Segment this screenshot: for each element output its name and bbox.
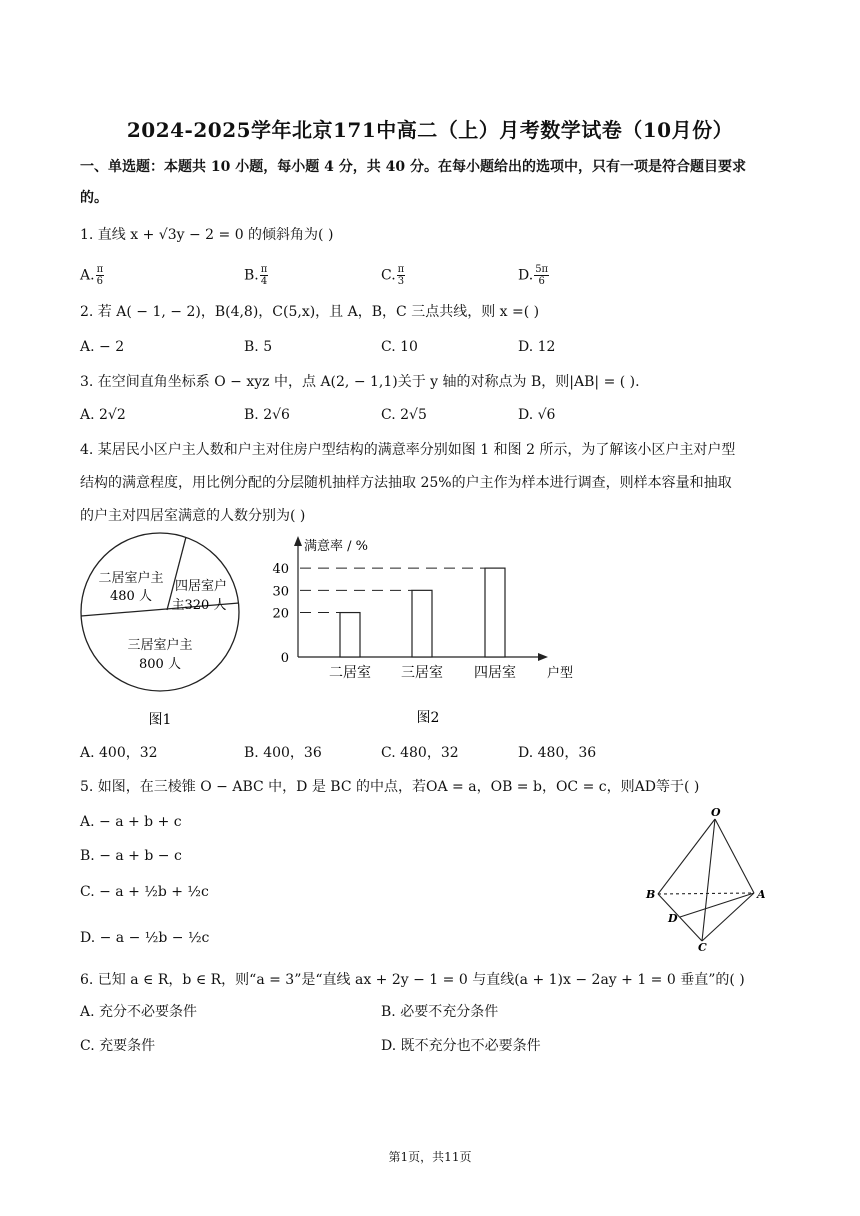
q6-stem: 6. 已知 a ∈ R，b ∈ R，则“a = 3”是“直线 ax + 2y − 1 = 0 与直线(a + 1)x − 2ay + 1 = 0 垂直”的( ) (80, 972, 745, 988)
y-tick-label: 0 (280, 651, 289, 666)
pie-label-siju: 四居室户 (174, 579, 228, 594)
q6-option-d: D. 既不充分也不必要条件 (381, 1038, 541, 1054)
q3-option-d: D. √6 (518, 407, 556, 423)
vertex-a-label: A (757, 888, 766, 901)
q5-option-b: B. − a + b − c (80, 848, 182, 864)
q3-option-c: C. 2√5 (381, 407, 427, 423)
q6-option-c: C. 充要条件 (80, 1038, 156, 1054)
q3-option-b: B. 2√6 (244, 407, 290, 423)
figure-2-caption: 图2 (416, 710, 440, 726)
page-footer: 第1页，共11页 (388, 1150, 472, 1164)
q4-stem-line3: 的户主对四居室满意的人数分别为( ) (80, 508, 306, 524)
q6-option-a: A. 充分不必要条件 (80, 1004, 198, 1020)
bar-四居室 (485, 568, 505, 657)
q1-option-b: B. $\frac{\pi}{4}$ (244, 264, 268, 287)
q5-stem: 5. 如图，在三棱锥 O − ABC 中，D 是 BC 的中点，若OA = a，OB = b，OC = c，则AD等于( ) (80, 779, 700, 795)
bar-三居室 (412, 590, 432, 657)
q3-option-a: A. 2√2 (80, 407, 126, 423)
q3-stem: 3. 在空间直角坐标系 O − xyz 中，点 A(2, − 1,1)关于 y 轴的对称点为 B，则|AB| = ( ). (80, 374, 640, 390)
section-heading-cont: 的。 (80, 190, 108, 206)
category-label: 三居室 (401, 665, 443, 681)
pie-value-erju: 480 人 (110, 589, 152, 604)
q5-option-a: A. − a + b + c (80, 814, 182, 830)
section-heading: 一、单选题：本题共 10 小题，每小题 4 分，共 40 分。在每小题给出的选项中，只有一项是符合题目要求 (80, 159, 746, 175)
q2-option-c: C. 10 (381, 339, 418, 355)
point-d-label: D (668, 912, 678, 925)
q4-option-b: B. 400，36 (244, 745, 322, 761)
q2-stem: 2. 若 A( − 1, − 2)，B(4,8)，C(5,x)，且 A，B，C 三点共线，则 x =( ) (80, 304, 540, 320)
x-axis-label: 户型 (547, 666, 574, 681)
vertex-o-label: O (711, 806, 721, 819)
y-axis-label: 满意率 / % (304, 539, 368, 554)
q4-stem-line2: 结构的满意程度，用比例分配的分层随机抽样方法抽取 25%的户主作为样本进行调查，则样本容量和抽取 (80, 475, 732, 491)
tetrahedron-figure (640, 805, 770, 955)
x-axis-arrow-icon (538, 653, 548, 661)
figure-1-caption: 图1 (148, 712, 172, 728)
q6-option-b: B. 必要不充分条件 (381, 1004, 499, 1020)
figure-1-pie (74, 532, 254, 737)
q2-option-b: B. 5 (244, 339, 273, 355)
y-tick-label: 20 (272, 606, 289, 622)
y-tick-label: 40 (272, 562, 289, 578)
q2-option-d: D. 12 (518, 339, 556, 355)
figure-2-bar-chart (262, 530, 592, 730)
y-tick-label: 30 (272, 584, 289, 600)
q4-option-d: D. 480，36 (518, 745, 597, 761)
q1-option-d: D. $\frac{5\pi}{6}$ (518, 264, 549, 287)
q4-stem-line1: 4. 某居民小区户主人数和户主对住房户型结构的满意率分别如图 1 和图 2 所示，为了解该小区户主对户型 (80, 442, 736, 458)
q1-option-c: C. $\frac{\pi}{3}$ (381, 264, 405, 287)
category-label: 四居室 (474, 665, 516, 681)
q2-option-a: A. − 2 (80, 339, 125, 355)
vertex-c-label: C (698, 941, 707, 954)
pie-label-erju: 二居室户主 (98, 571, 164, 586)
pie-value-sanju: 800 人 (139, 657, 181, 672)
q4-option-c: C. 480，32 (381, 745, 459, 761)
vertex-b-label: B (646, 888, 656, 901)
page-title: 2024-2025学年北京171中高二（上）月考数学试卷（10月份） (126, 118, 734, 142)
q1-stem: 1. 直线 x + √3y − 2 = 0 的倾斜角为( ) (80, 227, 334, 243)
category-label: 二居室 (329, 665, 371, 681)
pie-label-sanju: 三居室户主 (127, 638, 193, 653)
bar-二居室 (340, 613, 360, 657)
pie-value-siju: 主320 人 (171, 598, 227, 613)
q5-option-c: C. − a + ½b + ½c (80, 884, 209, 900)
q1-option-a: A. $\frac{\pi}{6}$ (80, 264, 104, 287)
q4-option-a: A. 400，32 (80, 745, 158, 761)
q5-option-d: D. − a − ½b − ½c (80, 930, 210, 946)
y-axis-arrow-icon (294, 536, 302, 546)
